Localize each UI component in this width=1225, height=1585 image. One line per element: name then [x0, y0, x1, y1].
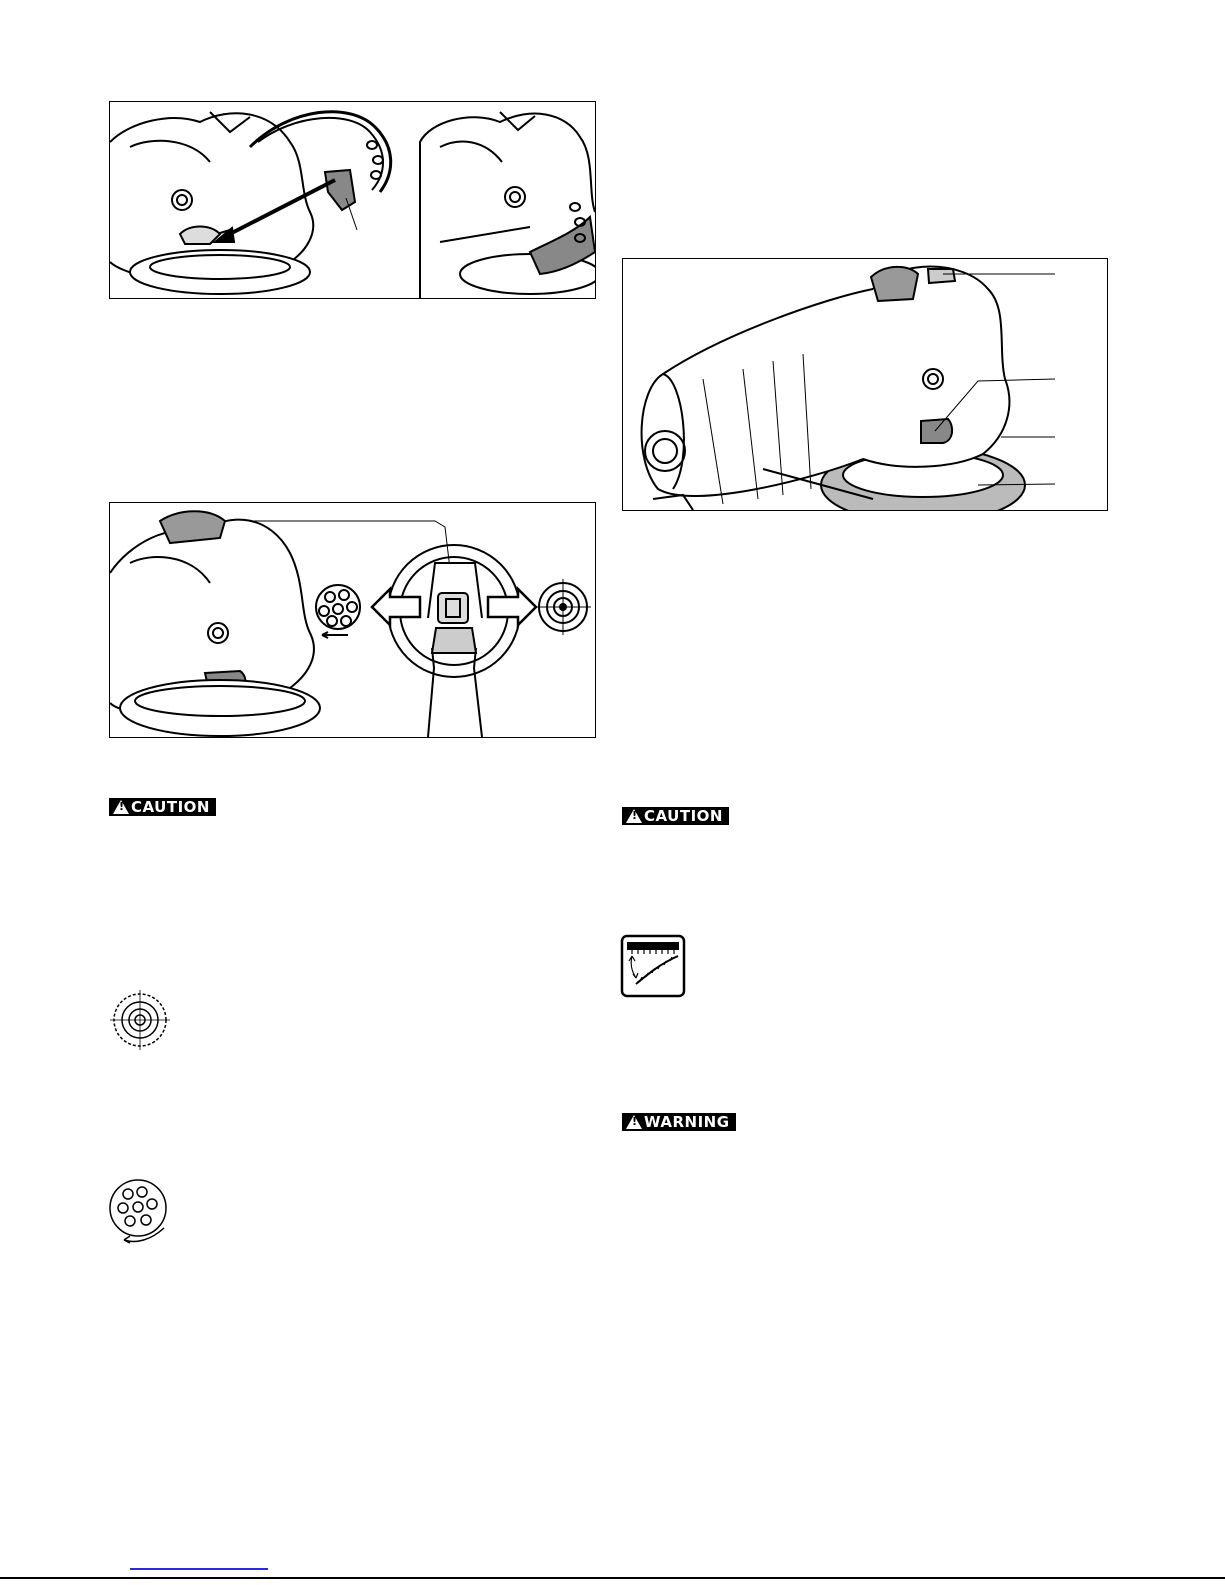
figure-mode-switch [109, 502, 596, 738]
caution-label-left: CAUTION [131, 798, 210, 816]
caution-badge-left [109, 798, 216, 816]
tool-overview-illustration [623, 259, 1107, 510]
caution-label-right: CAUTION [644, 807, 723, 825]
figure-dust-nozzle [109, 101, 596, 299]
caution-badge-right [622, 807, 729, 825]
warning-label-right: WARNING [644, 1113, 730, 1131]
warning-triangle-icon [626, 809, 642, 823]
speed-dial-icon [620, 934, 686, 998]
figure-tool-overview [622, 258, 1108, 511]
warning-triangle-icon [626, 1115, 642, 1129]
mode-switch-illustration [110, 503, 595, 737]
footer-rule [0, 1577, 1225, 1579]
rotary-orbit-icon [106, 1176, 170, 1246]
footer-link-underline[interactable] [130, 1568, 268, 1570]
random-orbit-icon [108, 988, 172, 1052]
warning-triangle-icon [113, 800, 129, 814]
dust-nozzle-illustration [110, 102, 595, 298]
warning-badge-right [622, 1113, 736, 1131]
